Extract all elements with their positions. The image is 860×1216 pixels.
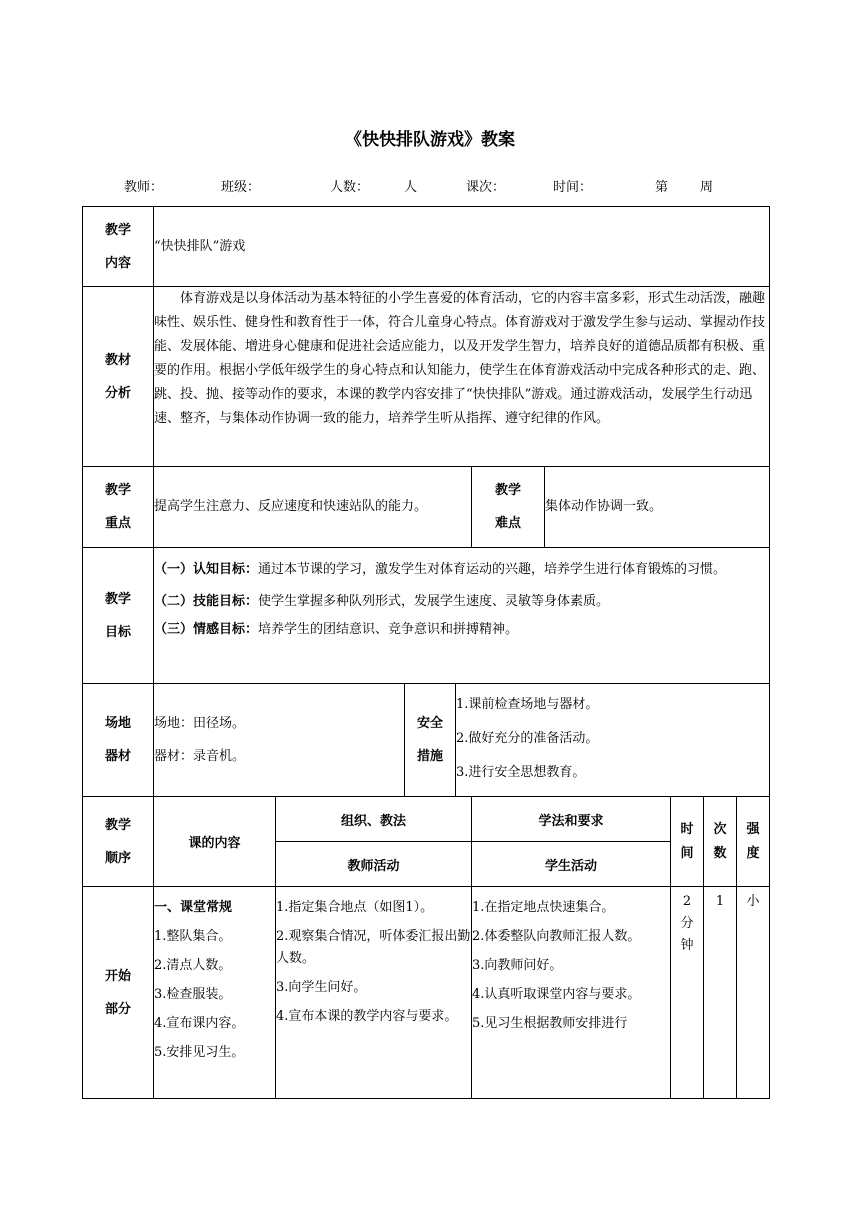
list-item: 1.整队集合。 [154,929,232,944]
goals-label: 教学 目标 [83,548,154,684]
safety-label: 安全 措施 [405,684,456,796]
content-text: “快快排队”游戏 [154,207,770,287]
study-method-header: 学法和要求 [472,797,671,842]
goals-list [154,548,770,684]
list-item: 2.观察集合情况，听体委汇报出勤人数。 [276,929,471,966]
list-item: 2.体委整队向教师汇报人数。 [472,929,641,944]
list-item: 4.认真听取课堂内容与要求。 [472,987,641,1002]
key-point-text: 提高学生注意力、反应速度和快速站队的能力。 [154,467,472,548]
difficulty-text: 集体动作协调一致。 [545,499,663,514]
venue-label: 场地 器材 [83,684,154,797]
list-item: 4.宣布本课的教学内容与要求。 [276,1009,458,1024]
difficulty-wrapper [472,467,770,548]
list-item: 3.向教师问好。 [472,958,563,973]
org-method-header: 组织、教法 [276,797,472,842]
order-label: 教学 顺序 [83,797,154,887]
time-header: 时 间 [671,797,704,887]
venue-wrapper [154,684,770,797]
content-label: 教学 内容 [83,207,154,287]
class-label: 班级： [221,180,261,195]
start-heading: 一、课堂常规 [154,900,233,915]
list-item: 2.清点人数。 [154,958,232,973]
times-header: 次 数 [704,797,737,887]
start-teacher-activity [276,887,472,1099]
venue-equipment: 场地：田径场。 器材：录音机。 [154,684,405,796]
teacher-label: 教师： [124,180,164,195]
week-label-a: 第 [655,180,669,195]
session-label: 课次： [466,180,506,195]
difficulty-label: 教学 难点 [472,467,545,547]
list-item: 3.检查服装。 [154,987,232,1002]
document-title: 《快快排队游戏》教案 [345,130,515,150]
count-label: 人数： [330,180,370,195]
safety-list: 1.课前检查场地与器材。 2.做好充分的准备活动。 3.进行安全思想教育。 [456,697,599,780]
teacher-activity-header: 教师活动 [276,842,472,887]
intensity-header: 强 度 [737,797,770,887]
week-label-b: 周 [700,180,714,195]
start-times: 1 [704,887,737,1099]
list-item: 4.宣布课内容。 [154,1016,245,1031]
person-unit: 人 [404,180,418,195]
time-label: 时间： [553,180,593,195]
list-item: 1.指定集合地点（如图1）。 [276,900,434,915]
analysis-label: 教材 分析 [83,287,154,467]
goal-skill: （二）技能目标：使学生掌握多种队列形式，发展学生速度、灵敏等身体素质。 [154,594,610,609]
start-content [154,887,276,1099]
goal-cognitive: （一）认知目标：通过本节课的学习，激发学生对体育运动的兴趣，培养学生进行体育锻炼的习惯。 [154,562,727,577]
list-item: 5.见习生根据教师安排进行 [472,1016,628,1031]
list-item: 3.向学生问好。 [276,980,367,995]
course-content-header: 课的内容 [154,797,276,887]
lesson-plan-table [82,206,770,1099]
list-item: 5.安排见习生。 [154,1045,245,1060]
start-intensity: 小 [737,887,770,1099]
list-item: 1.在指定地点快速集合。 [472,900,615,915]
analysis-text: 体育游戏是以身体活动为基本特征的小学生喜爱的体育活动，它的内容丰富多彩，形式生动活泼，融趣味性、娱乐性、健身性和教育性于一体，符合儿童身心特点。体育游戏对于激发学生参与运动、掌握动作技能、发展体能、增进身心健康和促进社会适应能力，以及开发学生智力，培养良好的道德品质都有积极、重要的作用。根据小学低年级学生的身心特点和认知能力，使学生在体育游戏活动中完成各种形式的走、跑、跳、投、抛、接等动作的要求，本课的教学内容安排了“快快排队”游戏。通过游戏活动，发展学生行动迅速、整齐，与集体动作协调一致的能力，培养学生听从指挥、遵守纪律的作风。 [154,287,770,467]
goal-emotion: （三）情感目标：培养学生的团结意识、竞争意识和拼搏精神。 [154,622,519,637]
start-section-label: 开始 部分 [83,887,154,1099]
start-student-activity [472,887,671,1099]
key-point-label: 教学 重点 [83,467,154,548]
student-activity-header: 学生活动 [472,842,671,887]
start-time: 2 分 钟 [671,887,704,1099]
